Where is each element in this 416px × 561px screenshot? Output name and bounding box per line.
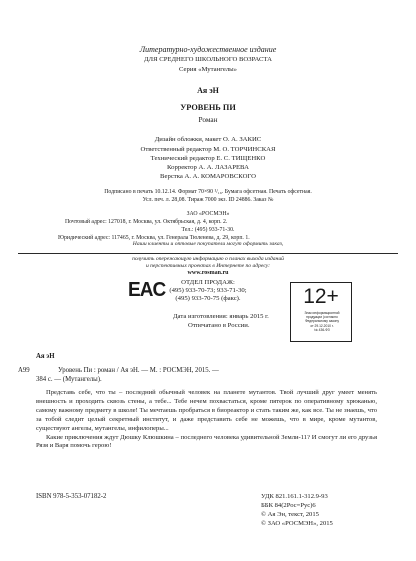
notice-line: получить опережающую информацию о планах выхода изданий bbox=[132, 256, 284, 262]
isbn: ISBN 978-5-353-07182-2 bbox=[36, 493, 107, 500]
publisher-legal-address: Юридический адрес: 117465, г. Москва, ул. Генерала Тюленева, д. 29, корп. 1. bbox=[58, 235, 250, 241]
print-info-line: Подписано в печать 10.12.14. Формат 70×90 ¹/₁₆. Бумага офсетная. Печать офсетная. bbox=[104, 189, 312, 195]
catalog-pages: 384 с. — (Мутангелы). bbox=[36, 376, 102, 383]
website-link[interactable]: www.rosman.ru bbox=[187, 270, 229, 276]
sales-phone-line: (495) 933-70-75 (факс). bbox=[175, 295, 241, 302]
credit-cover: Дизайн обложки, макет О. А. ЗАКИС bbox=[154, 136, 262, 143]
bbk-code: ББК 84(2Рос=Рус)6 bbox=[261, 502, 316, 509]
credit-tech-editor: Технический редактор Е. С. ТИЩЕНКО bbox=[150, 155, 266, 162]
catalog-code: А99 bbox=[18, 367, 30, 374]
annotation bbox=[36, 389, 377, 451]
credit-editor: Ответственный редактор М. О. ТОРЧИНСКАЯ bbox=[140, 146, 276, 153]
notice-line: Наши клиенты и оптовые покупатели могут оформить заказ, bbox=[132, 241, 284, 247]
copyright-publisher: © ЗАО «РОСМЭН», 2015 bbox=[261, 520, 333, 527]
annotation-paragraph: Какие приключения ждут Дюшку Клюшкина – последнего человека удивительной Земли-11? И смогут ли его друзья Рязя и Варя помочь герою! bbox=[36, 433, 377, 450]
age-rating-badge bbox=[290, 282, 352, 342]
credit-layout: Верстка А. А. КОМАРОВСКОГО bbox=[160, 173, 256, 180]
credit-proofreader: Корректор А. А. ЛАЗАРЕВА bbox=[167, 164, 249, 171]
audience-label: ДЛЯ СРЕДНЕГО ШКОЛЬНОГО ВОЗРАСТА bbox=[144, 56, 272, 63]
manufacture-date: Дата изготовления: январь 2015 г. bbox=[173, 313, 269, 320]
edition-type: Литературно-художественное издание bbox=[139, 45, 277, 54]
genre-label: Роман bbox=[198, 115, 218, 124]
catalog-description: Уровень Пи : роман / Ая эН. — М. : РОСМЭН, 2015. — bbox=[58, 367, 219, 374]
annotation-paragraph: Представь себе, что ты – последний обычный человек на планете мутантов. Твой лучший друг умеет менять внешность и проходить сквозь стены, а тебе... Тебе нечем похвастаться, кроме пятерок по оперативному хрюканью, самому важному предмету в школе! Ты мечтаешь пробраться в биореактор и стать таким же, как все. Ты не знаешь, что за тобой следит целый секретный институт, и даже представить себе не можешь, что в мире, кроме мутантов, существуют ангелы, мутангелы, инфилоперы... bbox=[36, 389, 377, 432]
author-name: Ая эН bbox=[197, 86, 219, 95]
udc-code: УДК 821.161.1-312.9-93 bbox=[261, 493, 328, 500]
print-info-line: Усл. печ. л. 28,08. Тираж 7000 экз. ID 24886. Заказ № bbox=[142, 197, 274, 203]
divider bbox=[18, 253, 398, 254]
publisher-name: ЗАО «РОСМЭН» bbox=[186, 211, 230, 217]
publisher-phone: Тел.: (495) 933-71-30. bbox=[181, 227, 235, 233]
age-rating-caption: Знак информационной продукции (согласно Федеральному закону от 29.12.2010 г. № 436-ФЗ bbox=[304, 311, 340, 332]
eac-conformity-mark: EAC bbox=[127, 279, 166, 301]
notice-line: и перспективных проектах в Интернете по адресу: bbox=[145, 263, 271, 269]
book-title: УРОВЕНЬ ПИ bbox=[180, 103, 236, 112]
sales-phone-line: (495) 933-70-73; 933-71-30; bbox=[169, 287, 247, 294]
printed-in: Отпечатано в России. bbox=[188, 322, 250, 329]
publisher-postal-address: Почтовый адрес: 127018, г. Москва, ул. Октябрьская, д. 4, корп. 2. bbox=[65, 219, 228, 225]
catalog-author: Ая эН bbox=[36, 353, 55, 360]
series-label: Серия «Мутангелы» bbox=[179, 66, 237, 73]
copyright-text: © Ая Эн, текст, 2015 bbox=[261, 511, 319, 518]
age-rating-value: 12+ bbox=[303, 285, 339, 308]
sales-heading: ОТДЕЛ ПРОДАЖ: bbox=[181, 279, 235, 286]
